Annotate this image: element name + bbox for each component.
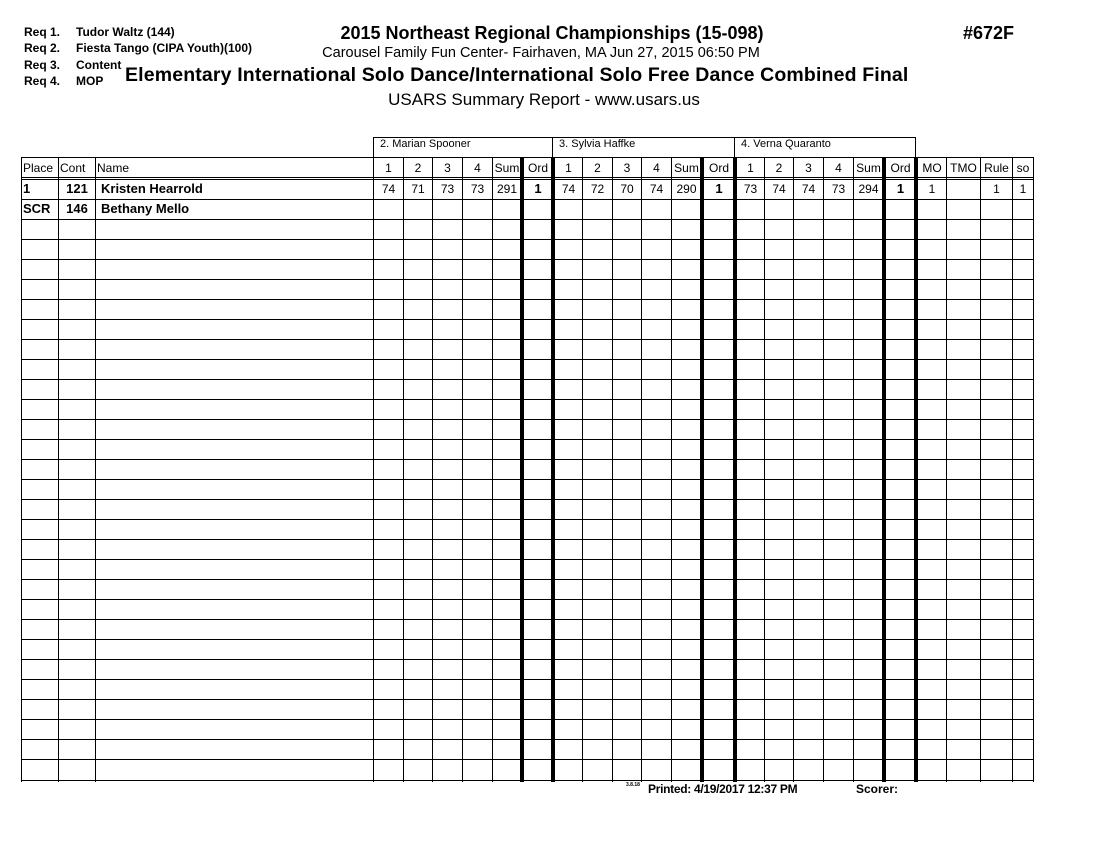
column-divider xyxy=(58,157,59,782)
row-judge3-score-ord: 1 xyxy=(715,181,723,196)
printed-timestamp: Printed: 4/19/2017 12:37 PM xyxy=(648,782,798,796)
row-mo xyxy=(919,199,945,219)
row-judge2-score-sum xyxy=(494,199,520,219)
row-mo: 1 xyxy=(928,182,936,196)
column-divider xyxy=(1033,157,1034,782)
column-divider xyxy=(95,157,96,782)
row-judge2-score-sum: 291 xyxy=(496,182,518,196)
column-divider xyxy=(462,157,463,782)
row-contestant-number: 146 xyxy=(66,201,88,216)
column-header-judge2-1: 1 xyxy=(385,161,392,175)
row-judge4-score-2 xyxy=(766,199,792,219)
row-judge2-score-1 xyxy=(375,199,402,219)
column-header-tmo: TMO xyxy=(950,161,977,175)
column-header-judge4-2: 2 xyxy=(775,161,783,175)
thick-column-divider xyxy=(700,157,704,782)
row-judge2-score-4 xyxy=(464,199,491,219)
row-judge3-score-3 xyxy=(614,199,640,219)
report-subtitle: USARS Summary Report - www.usars.us xyxy=(388,90,700,109)
column-header-rule: Rule xyxy=(984,161,1009,175)
row-judge3-score-1 xyxy=(556,199,581,219)
row-judge4-score-4: 73 xyxy=(831,182,846,196)
thick-column-divider xyxy=(914,157,918,782)
column-header-place: Place xyxy=(23,161,54,175)
column-header-judge3-1: 1 xyxy=(565,161,572,175)
column-divider xyxy=(612,157,613,782)
row-place: 1 xyxy=(23,181,31,196)
column-divider xyxy=(1012,157,1013,782)
row-so: 1 xyxy=(1019,182,1027,196)
row-judge3-score-2 xyxy=(584,199,611,219)
column-header-judge3-sum: Sum xyxy=(674,161,699,175)
column-divider xyxy=(853,157,854,782)
column-header-judge3-ord: Ord xyxy=(708,161,729,175)
column-divider xyxy=(432,157,433,782)
row-judge4-score-3: 74 xyxy=(801,182,816,196)
column-header-judge2-sum: Sum xyxy=(494,161,520,175)
column-divider xyxy=(403,157,404,782)
thick-column-divider xyxy=(551,157,555,782)
column-header-judge3-2: 2 xyxy=(594,161,601,175)
thick-column-divider xyxy=(882,157,886,782)
column-header-name: Name xyxy=(97,161,130,175)
column-divider xyxy=(764,157,765,782)
column-divider xyxy=(671,157,672,782)
row-judge3-score-sum: 290 xyxy=(676,182,697,196)
column-header-judge2-4: 4 xyxy=(474,161,481,175)
column-header-judge2-ord: Ord xyxy=(527,161,548,175)
event-title: 2015 Northeast Regional Championships (15-098) xyxy=(340,23,764,43)
row-judge3-score-sum xyxy=(673,199,700,219)
software-version: 3.8.18 xyxy=(626,782,640,788)
judge-box-edge xyxy=(915,137,916,158)
column-divider xyxy=(582,157,583,782)
requirement-4: Req 4. MOP xyxy=(24,74,104,88)
judge-name-4: 4. Verna Quaranto xyxy=(741,138,831,150)
row-judge3-score-1: 74 xyxy=(561,182,576,196)
row-tmo xyxy=(948,179,979,199)
row-judge3-score-4: 74 xyxy=(649,182,664,196)
row-judge2-score-2: 71 xyxy=(411,182,425,196)
column-header-judge3-4: 4 xyxy=(653,161,660,175)
row-judge3-score-2: 72 xyxy=(590,182,605,196)
column-header-judge3-3: 3 xyxy=(623,161,631,175)
column-divider xyxy=(492,157,493,782)
column-header-judge4-4: 4 xyxy=(835,161,842,175)
row-judge4-score-4 xyxy=(825,199,852,219)
row-rule xyxy=(982,199,1011,219)
column-divider xyxy=(823,157,824,782)
row-judge2-score-1: 74 xyxy=(381,182,396,196)
column-header-judge4-sum: Sum xyxy=(856,161,881,175)
column-header-judge4-ord: Ord xyxy=(890,161,911,175)
column-header-so: so xyxy=(1016,161,1030,175)
row-rule: 1 xyxy=(993,182,1000,196)
column-header-judge4-1: 1 xyxy=(747,161,754,175)
row-judge4-score-ord: 1 xyxy=(896,181,905,196)
judge-name-3: 3. Sylvia Haffke xyxy=(559,138,636,150)
row-judge4-score-1 xyxy=(738,199,763,219)
column-header-judge4-3: 3 xyxy=(805,161,812,175)
column-divider xyxy=(793,157,794,782)
column-header-mo: MO xyxy=(922,161,942,175)
thick-column-divider xyxy=(733,157,737,782)
venue-date-line: Carousel Family Fun Center- Fairhaven, MA Jun 27, 2015 06:50 PM xyxy=(322,45,760,61)
row-judge4-score-2: 74 xyxy=(772,182,786,196)
column-divider xyxy=(21,157,22,782)
row-judge2-score-ord: 1 xyxy=(534,181,542,196)
column-header-judge2-3: 3 xyxy=(444,161,451,175)
requirement-2: Req 2. Fiesta Tango (CIPA Youth)(100) xyxy=(24,41,253,55)
row-contestant-number: 121 xyxy=(66,181,88,196)
competition-title: Elementary International Solo Dance/International Solo Free Dance Combined Final xyxy=(125,64,909,86)
requirement-3: Req 3. Content xyxy=(24,58,122,72)
column-header-cont: Cont xyxy=(60,161,86,175)
row-judge3-score-3: 70 xyxy=(620,182,634,196)
column-divider xyxy=(980,157,981,782)
row-so xyxy=(1014,199,1032,219)
row-judge2-score-3: 73 xyxy=(440,182,455,196)
requirement-1: Req 1. Tudor Waltz (144) xyxy=(24,25,175,39)
row-skater-name: Bethany Mello xyxy=(101,201,190,216)
row-place: SCR xyxy=(23,201,51,216)
row-judge2-score-2 xyxy=(405,199,431,219)
column-divider xyxy=(641,157,642,782)
thick-column-divider xyxy=(520,157,524,782)
row-judge4-score-ord xyxy=(887,199,914,219)
row-judge3-score-ord xyxy=(705,199,733,219)
row-judge4-score-3 xyxy=(795,199,822,219)
judge-name-2: 2. Marian Spooner xyxy=(380,138,471,150)
row-judge2-score-3 xyxy=(434,199,461,219)
row-skater-name: Kristen Hearrold xyxy=(101,181,203,196)
event-code: #672F xyxy=(963,23,1015,43)
column-header-judge2-2: 2 xyxy=(414,161,422,175)
row-judge2-score-ord xyxy=(525,199,551,219)
scorer-label: Scorer: xyxy=(856,782,899,796)
row-tmo xyxy=(948,199,979,219)
column-divider xyxy=(946,157,947,782)
row-judge3-score-4 xyxy=(643,199,670,219)
row-judge2-score-4: 73 xyxy=(470,182,485,196)
row-judge4-score-sum xyxy=(855,199,882,219)
row-judge4-score-1: 73 xyxy=(743,182,758,196)
row-judge4-score-sum: 294 xyxy=(858,182,879,196)
column-divider xyxy=(373,157,374,782)
